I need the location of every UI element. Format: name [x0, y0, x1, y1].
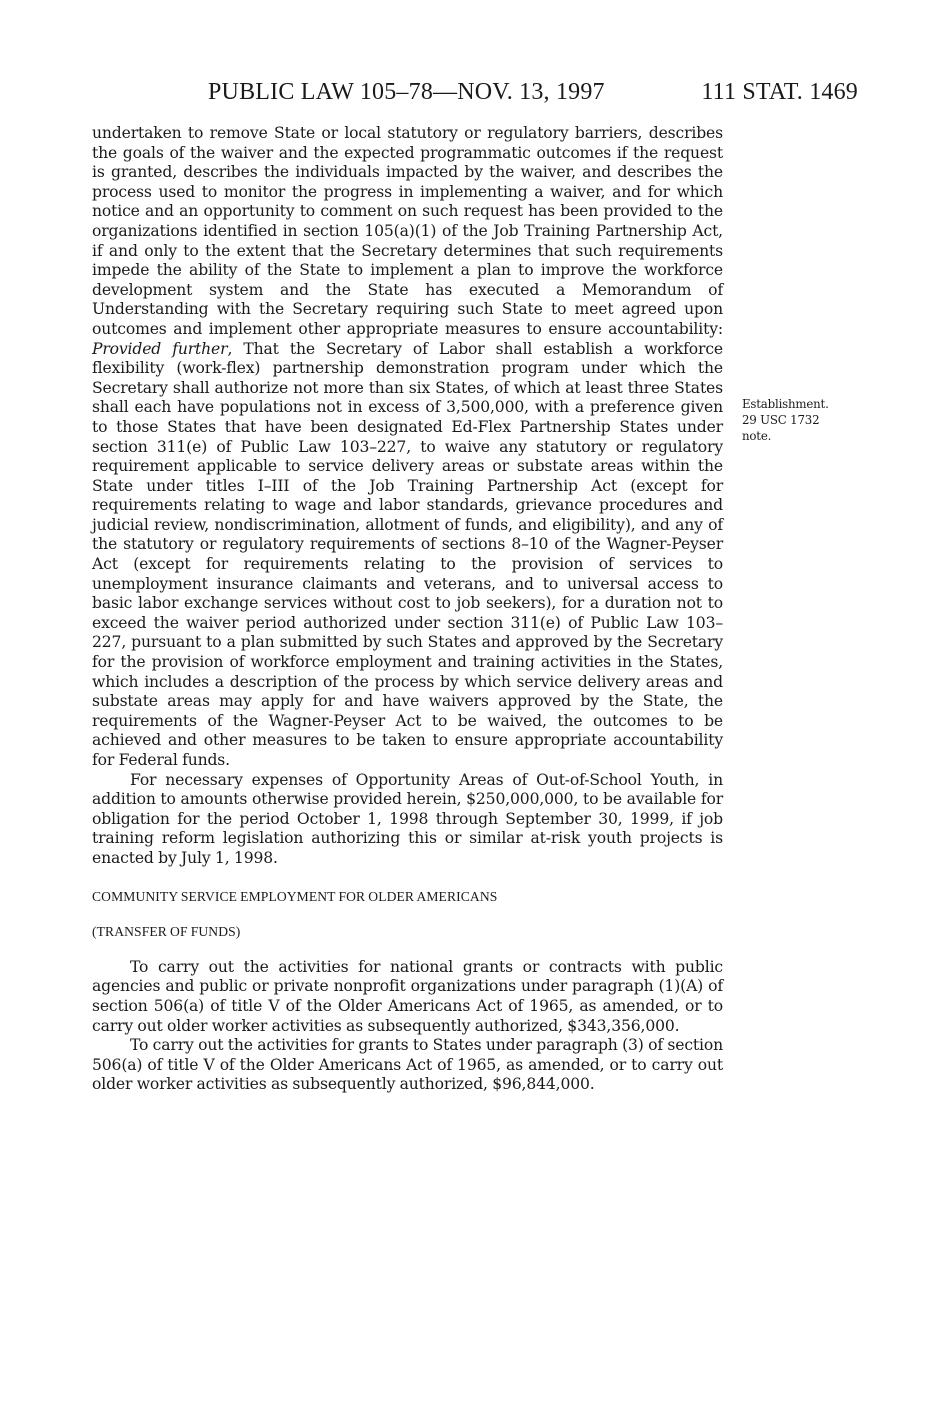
running-head: [208, 74, 858, 110]
statute-page-reference: 111 STAT. 1469: [701, 79, 858, 105]
section-subheading: (TRANSFER OF FUNDS): [92, 924, 241, 940]
paragraph-state-grants: To carry out the activities for grants to States under paragraph (3) of section 506(a) of title V of the Older Americans Act of 1965, as amended, or to carry out older worker activities as subsequently authorized, $96,844,000.: [92, 1036, 724, 1094]
margin-note-establishment: Establishment.: [742, 397, 829, 411]
margin-note-note: note.: [742, 429, 772, 443]
margin-note: [742, 396, 892, 444]
margin-note-usc-citation: 29 USC 1732: [742, 413, 820, 427]
paragraph-waiver-text-a: undertaken to remove State or local statutory or regulatory barriers, describes the goals of the waiver and the expected programmatic outcomes if the request is granted, describes the individuals impacted by the waiver, and describes the process used to monitor the progress in implementing a waiver, and for which notice and an opportunity to comment on such request has been provided to the organizations identified in section 105(a)(1) of the Job Training Partnership Act, if and only to the extent that the Secretary determines that such requirements impede the ability of the State to implement a plan to improve the workforce development system and the State has executed a Memorandum of Understanding with the Secretary requiring such State to meet agreed upon outcomes and implement other appropriate measures to ensure accountability:: [92, 124, 723, 338]
paragraph-national-grants: To carry out the activities for national grants or contracts with public agencies and public or private nonprofit organizations under paragraph (1)(A) of section 506(a) of title V of the Older Americans Act of 1965, as amended, or to carry out older worker activities as subsequently authorized, $343,356,000.: [92, 957, 723, 1035]
header-title: PUBLIC LAW 105–78—NOV. 13, 1997: [208, 79, 605, 105]
proviso-phrase: Provided further: [92, 339, 228, 358]
paragraph-opportunity-areas: For necessary expenses of Opportunity Areas of Out-of-School Youth, in addition to amounts otherwise provided herein, $250,000,000, to be available for obligation for the period October 1, 1998 through September 30, 1999, if job training reform legislation authorizing this or similar at-risk youth projects is enacted by July 1, 1998.: [92, 770, 723, 867]
paragraph-waiver-text-b: , That the Secretary of Labor shall establish a workforce flexibility (work-flex) partnership demonstration program under which the Secretary shall authorize not more than six States, of which at least three States shall each have populations not in excess of 3,500,000, with a preference given to those States that have been designated Ed-Flex Partnership States under section 311(e) of Public Law 103–227, to waive any statutory or regulatory requirement applicable to service delivery areas or substate areas within the State under titles I–III of the Job Training Partnership Act (except for requirements relating to wage and labor standards, grievance procedures and judicial review, nondiscrimination, allotment of funds, and eligibility), and any of the statutory or regulatory requirements of sections 8–10 of the Wagner-Peyser Act (except for requirements relating to the provision of services to unemployment insurance claimants and veterans, and to universal access to basic labor exchange services without cost to job seekers), for a duration not to exceed the waiver period authorized under section 311(e) of Public Law 103–227, pursuant to a plan submitted by such States and approved by the Secretary for the provision of workforce employment and training activities in the States, which includes a description of the process by which service delivery areas and substate areas may apply for and have waivers approved by the State, the requirements of the Wagner-Peyser Act to be waived, the outcomes to be achieved and other measures to be taken to ensure appropriate accountability for Federal funds.: [92, 339, 723, 769]
body-text: [92, 124, 723, 1095]
section-heading: COMMUNITY SERVICE EMPLOYMENT FOR OLDER AMERICANS: [92, 888, 498, 904]
paragraph-waiver-continuation: [92, 124, 723, 771]
